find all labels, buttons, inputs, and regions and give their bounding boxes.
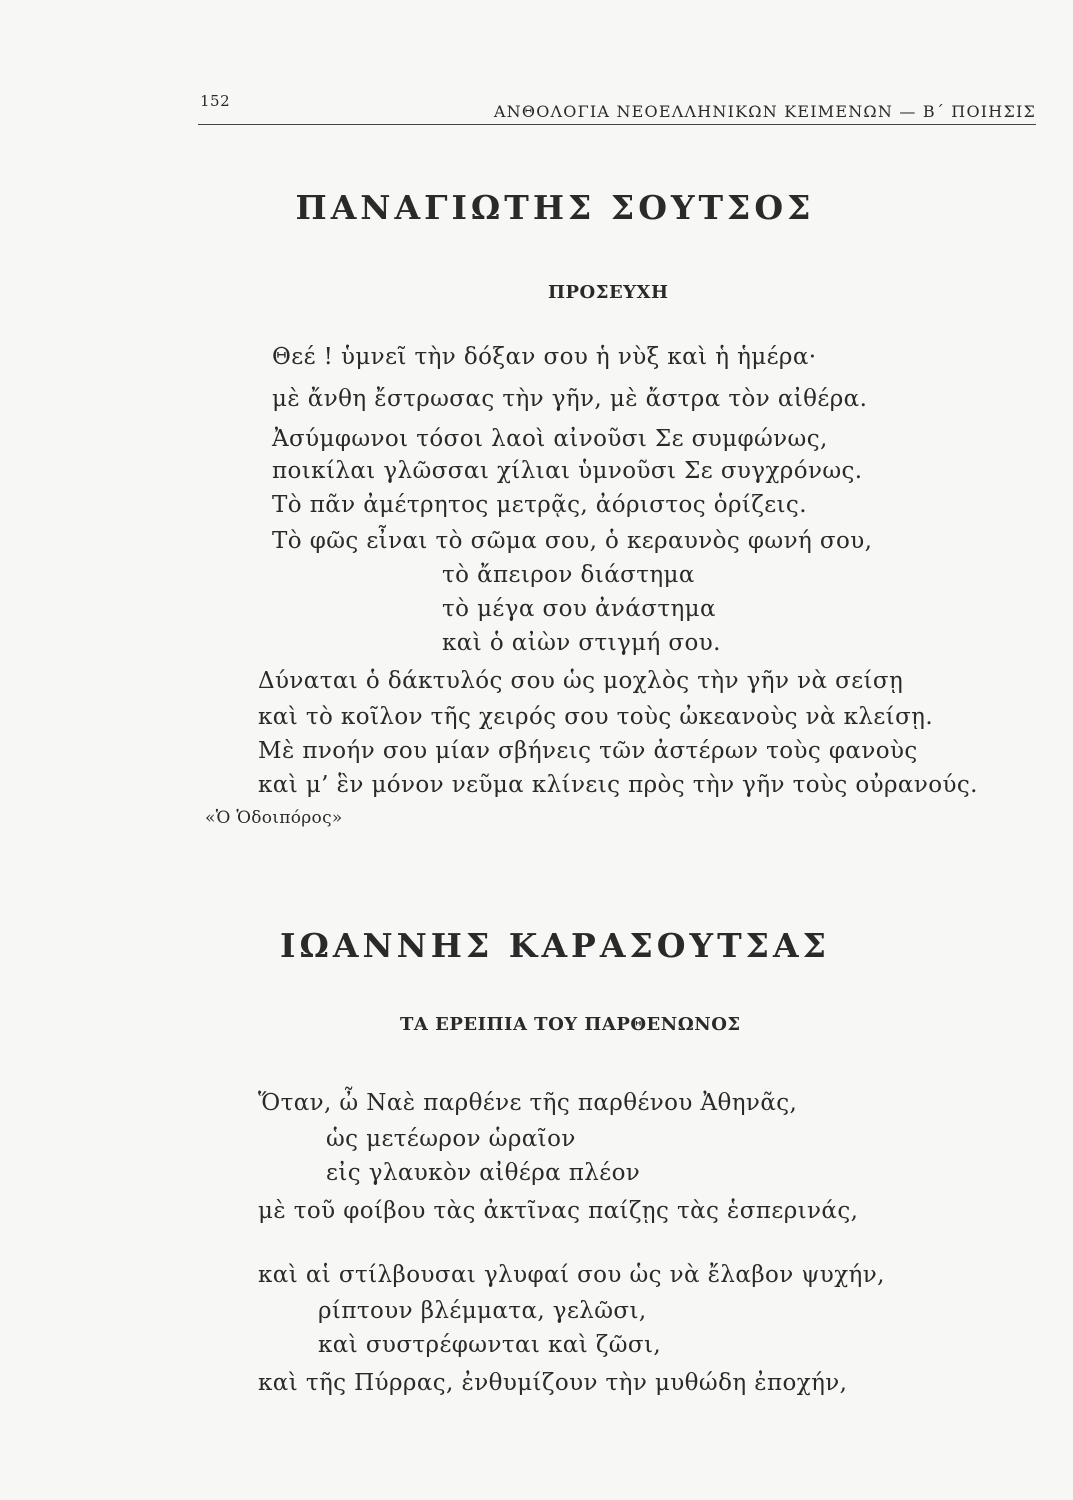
running-head: ΑΝΘΟΛΟΓΙΑ ΝΕΟΕΛΛΗΝΙΚΩΝ ΚΕΙΜΕΝΩΝ — Β΄ ΠΟΙΗΣΙΣ — [493, 102, 1036, 121]
poem-line: καὶ μ’ ἓν μόνον νεῦμα κλίνεις πρὸς τὴν γῆν τοὺς οὐρανούς. — [258, 772, 978, 798]
poem-line: ποικίλαι γλῶσσαι χίλιαι ὑμνοῦσι Σε συγχρόνως. — [272, 458, 863, 484]
poem-line: εἰς γλαυκὸν αἰθέρα πλέον — [326, 1160, 641, 1186]
poem-line: Ἀσύμφωνοι τόσοι λαοὶ αἰνοῦσι Σε συμφώνως, — [272, 426, 828, 452]
poem-title: ΠΡΟΣΕΥΧΗ — [548, 282, 669, 303]
author-heading: ΙΩΑΝΝΗΣ ΚΑΡΑΣΟΥΤΣΑΣ — [280, 926, 830, 965]
poem-line: τὸ ἄπειρον διάστημα — [442, 562, 695, 588]
page-header — [198, 88, 1036, 125]
poem-line: Ὅταν, ὦ Ναὲ παρθένε τῆς παρθένου Ἀθηνᾶς, — [258, 1090, 798, 1116]
poem-line: καὶ ὁ αἰὼν στιγμή σου. — [442, 630, 721, 656]
poem-line: Τὸ πᾶν ἀμέτρητος μετρᾷς, ἀόριστος ὁρίζεις. — [272, 492, 807, 518]
poem-line: Τὸ φῶς εἶναι τὸ σῶμα σου, ὁ κεραυνὸς φωνή σου, — [272, 528, 873, 554]
source-citation: «Ὁ Ὁδοιπόρος» — [205, 808, 343, 828]
poem-line: καὶ τῆς Πύρρας, ἐνθυμίζουν τὴν μυθώδη ἐποχήν, — [258, 1370, 848, 1396]
poem-line: ρίπτουν βλέμματα, γελῶσι, — [318, 1298, 647, 1324]
poem-line: καὶ συστρέφωνται καὶ ζῶσι, — [318, 1332, 662, 1358]
poem-line: καὶ αἱ στίλβουσαι γλυφαί σου ὡς νὰ ἔλαβον ψυχήν, — [258, 1262, 885, 1288]
poem-line: ὡς μετέωρον ὡραῖον — [326, 1126, 576, 1152]
poem-line: Θεέ ! ὑμνεῖ τὴν δόξαν σου ἡ νὺξ καὶ ἡ ἡμέρα· — [272, 344, 817, 370]
poem-line: τὸ μέγα σου ἀνάστημα — [442, 596, 716, 622]
page-number: 152 — [200, 92, 231, 110]
poem-line: καὶ τὸ κοῖλον τῆς χειρός σου τοὺς ὠκεανοὺς νὰ κλείσῃ. — [258, 704, 934, 730]
poem-title: ΤΑ ΕΡΕΙΠΙΑ ΤΟΥ ΠΑΡΘΕΝΩΝΟΣ — [400, 1014, 741, 1035]
poem-line: Δύναται ὁ δάκτυλός σου ὡς μοχλὸς τὴν γῆν νὰ σείσῃ — [258, 668, 904, 694]
poem-line: μὲ ἄνθη ἔστρωσας τὴν γῆν, μὲ ἄστρα τὸν αἰθέρα. — [272, 386, 868, 412]
author-heading: ΠΑΝΑΓΙΩΤΗΣ ΣΟΥΤΣΟΣ — [295, 188, 815, 227]
poem-line: μὲ τοῦ φοίβου τὰς ἀκτῖνας παίζῃς τὰς ἑσπερινάς, — [258, 1198, 859, 1224]
poem-line: Μὲ πνοήν σου μίαν σβήνεις τῶν ἀστέρων τοὺς φανοὺς — [258, 738, 918, 764]
